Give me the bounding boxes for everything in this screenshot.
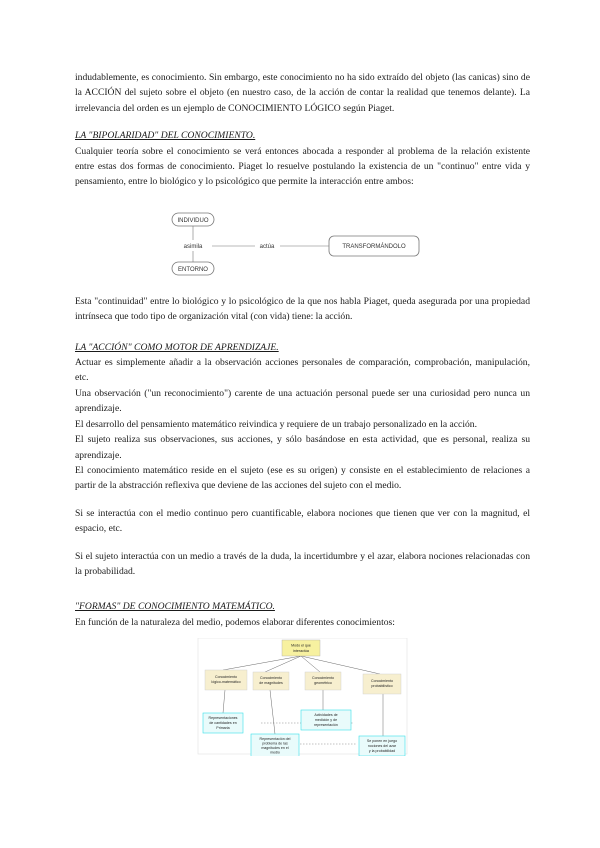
intro-paragraph: indudablemente, es conocimiento. Sin embargo, este conocimiento no ha sido extraído del objeto (las canicas) sino de la ACCIÓN del sujeto sobre el objeto (en nuestro caso, de la acción de contar la realidad que tenemos delante). La irrelevancia del orden es un ejemplo de CONOCIMIENTO LÓGICO según Piaget. xyxy=(75,72,530,114)
node-text: Conocimiento xyxy=(260,676,282,681)
actua-label: actúa xyxy=(259,243,275,250)
accion-paragraph: Actuar es simplemente añadir a la observación acciones personales de comparación, comprobación, manipulación, etc. xyxy=(75,357,530,384)
accion-paragraph: El desarrollo del pensamiento matemático reivindica y requiere de un trabajo personalizado en la acción. xyxy=(75,418,477,430)
node-text: de magnitudes xyxy=(259,681,283,686)
formas-intro: En función de la naturaleza del medio, podemos elaborar diferentes conocimientos: xyxy=(75,616,395,628)
accion-paragraph: Una observación ("un reconocimiento") carente de una actuación personal puede ser una curiosidad pero nunca un aprendizaje. xyxy=(75,387,530,415)
document-page xyxy=(75,70,530,756)
node-text: y la probabilidad xyxy=(368,749,396,754)
node-text: lógico-matemático xyxy=(211,680,241,685)
node-text: geométrico xyxy=(314,681,332,686)
node-text: probabilístico xyxy=(371,684,393,689)
entorno-label: ENTORNO xyxy=(178,266,208,273)
individuo-label: INDIVIDUO xyxy=(177,217,209,224)
accion-paragraph: El conocimiento matemático reside en el sujeto (ese es su origen) y consiste en el establecimiento de relaciones a partir de la abstracción reflexiva que deviene de las acciones del sujeto con el medio. xyxy=(75,464,530,492)
modo-node xyxy=(282,640,320,656)
node-text: problema de las xyxy=(262,741,288,746)
section-heading-accion: LA "ACCIÓN" COMO MOTOR DE APRENDIZAJE. xyxy=(75,341,279,353)
formas-conocimiento-diagram xyxy=(75,638,530,756)
node-text: nociones del azar xyxy=(367,744,397,749)
node-text: Representaciones xyxy=(208,716,238,721)
node-text: Modo el que xyxy=(291,643,311,648)
continuous-medium-paragraph: Si se interactúa con el medio continuo pero cuantificable, elabora nociones que tienen que ver con la magnitud, el espacio, etc. xyxy=(75,507,530,535)
node-text: Actividades de xyxy=(314,713,338,718)
node-text: de cantidades en xyxy=(209,721,237,726)
individuo-entorno-diagram xyxy=(75,196,530,290)
section-heading-bipolaridad: LA "BIPOLARIDAD" DEL CONOCIMIENTO. xyxy=(75,130,256,142)
node-text: representación xyxy=(314,723,338,728)
bipolaridad-paragraph: Cualquier teoría sobre el conocimiento se verá entonces abocada a responder al problema de la relación existente entre estas dos formas de conocimiento. Piaget lo resuelve postulando la existencia de un "continuo" entre vida y pensamiento, entre lo biológico y lo psicológico que permite la interacción entre ambos: xyxy=(75,145,530,188)
probability-paragraph: Si el sujeto interactúa con un medio a través de la duda, la incertidumbre y el azar, elabora nociones relacionadas con la probabilidad. xyxy=(75,550,530,577)
accion-paragraph: El sujeto realiza sus observaciones, sus acciones, y sólo basándose en esta actividad, que es personal, realiza su aprendizaje. xyxy=(75,434,530,461)
node-text: Se ponen en juego xyxy=(366,739,398,744)
node-text: Conocimiento xyxy=(215,675,237,680)
node-text: Conocimiento xyxy=(371,679,393,684)
transformandolo-label: TRANSFORMÁNDOLO xyxy=(342,243,406,250)
node-text: medio xyxy=(270,750,280,755)
node-text: medición y de xyxy=(314,718,338,723)
node-text: magnitudes en el xyxy=(261,746,289,751)
node-text: Conocimiento xyxy=(312,676,334,681)
node-text: Primaria xyxy=(216,726,230,731)
section-heading-formas: "FORMAS" DE CONOCIMIENTO MATEMÁTICO. xyxy=(75,601,275,613)
continuity-paragraph: Esta "continuidad" entre lo biológico y lo psicológico de la que nos habla Piaget, queda asegurada por una propiedad intrínseca que todo tipo de organización vital (con vida) tiene: la acción. xyxy=(75,295,530,323)
node-text: interactúa xyxy=(293,649,309,654)
asimila-label: asimila xyxy=(183,243,203,250)
node-text: Representación del xyxy=(259,737,291,742)
